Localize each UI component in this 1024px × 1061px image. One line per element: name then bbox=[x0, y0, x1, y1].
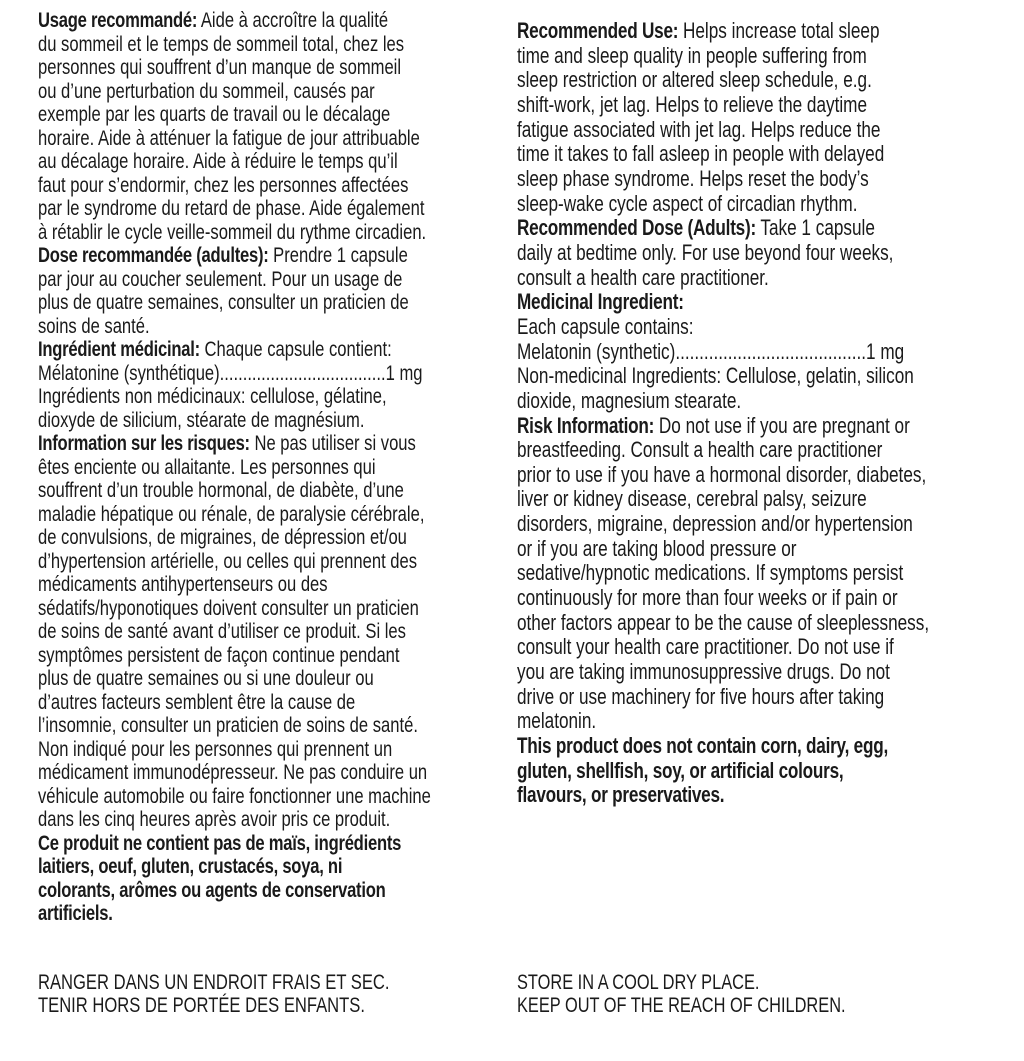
text-line bbox=[38, 291, 431, 315]
text-line bbox=[38, 620, 431, 644]
text-line bbox=[517, 315, 929, 340]
bold-heading: Ingrédient médicinal: bbox=[38, 338, 200, 361]
body-text: l’insomnie, consulter un praticien de soins de santé. bbox=[38, 714, 418, 737]
body-text: d’autres facteurs semblent être la cause de bbox=[38, 690, 356, 714]
text-line bbox=[517, 994, 846, 1017]
body-text: de soins de santé avant d’utiliser ce produit. Si les bbox=[38, 620, 406, 643]
body-text: Helps increase total sleep bbox=[678, 18, 880, 43]
body-text: Each capsule contains: bbox=[517, 313, 694, 339]
bold-heading: Risk Information: bbox=[517, 412, 655, 438]
body-text: plus de quatre semaines, consulter un praticien de bbox=[38, 291, 409, 314]
body-text: sleep phase syndrome. Helps reset the body’s bbox=[517, 165, 869, 191]
body-text: Chaque capsule contient: bbox=[199, 338, 392, 361]
bold-heading: Recommended Dose (Adults): bbox=[517, 215, 756, 241]
text-line bbox=[38, 150, 431, 174]
text-line bbox=[38, 338, 431, 362]
text-line bbox=[517, 142, 929, 167]
text-line bbox=[38, 315, 431, 339]
text-line bbox=[517, 340, 929, 365]
body-text: personnes qui souffrent d’un manque de sommeil bbox=[38, 56, 402, 79]
body-text: Melatonin (synthetic)........................................1 mg bbox=[517, 338, 905, 364]
bold-heading: Medicinal Ingredient: bbox=[517, 289, 684, 315]
text-line bbox=[38, 808, 431, 832]
text-line bbox=[38, 127, 431, 151]
text-line bbox=[38, 503, 431, 527]
text-line bbox=[38, 597, 431, 621]
body-text: sedative/hypnotic medications. If symptoms persist bbox=[517, 560, 904, 586]
text-line bbox=[517, 68, 929, 93]
text-line bbox=[38, 409, 431, 433]
text-line bbox=[38, 80, 431, 104]
body-text: plus de quatre semaines ou si une douleur ou bbox=[38, 667, 374, 690]
text-line bbox=[38, 385, 431, 409]
text-line bbox=[38, 738, 431, 762]
text-line bbox=[38, 56, 431, 80]
text-line bbox=[38, 9, 431, 33]
bold-heading: artificiels. bbox=[38, 902, 113, 925]
text-line bbox=[517, 537, 929, 562]
text-line bbox=[517, 19, 929, 44]
body-text: time and sleep quality in people suffering from bbox=[517, 42, 867, 68]
text-line bbox=[517, 241, 929, 266]
text-line bbox=[517, 487, 929, 512]
body-text: sleep restriction or altered sleep schedule, e.g. bbox=[517, 67, 872, 93]
text-line bbox=[38, 879, 431, 903]
body-text: Mélatonine (synthétique)....................................1 mg bbox=[38, 361, 423, 385]
body-text: médicaments antihypertenseurs ou des bbox=[38, 573, 328, 596]
body-text: TENIR HORS DE PORTÉE DES ENFANTS. bbox=[38, 994, 365, 1017]
text-line bbox=[517, 611, 929, 636]
body-text: Ne pas utiliser si vous bbox=[249, 432, 416, 455]
text-line bbox=[38, 902, 431, 926]
body-text: Aide à accroître la qualité bbox=[197, 9, 389, 32]
body-text: time it takes to fall asleep in people with delayed bbox=[517, 141, 885, 167]
body-text: faut pour s’endormir, chez les personnes affectées bbox=[38, 173, 409, 197]
text-line bbox=[38, 971, 390, 994]
text-line bbox=[38, 362, 431, 386]
bold-heading: Recommended Use: bbox=[517, 18, 679, 43]
text-line bbox=[38, 479, 431, 503]
text-line bbox=[38, 432, 431, 456]
body-text: or if you are taking blood pressure or bbox=[517, 535, 797, 561]
body-text: symptômes persistent de façon continue pendant bbox=[38, 643, 400, 667]
text-line bbox=[38, 573, 431, 597]
text-line bbox=[517, 414, 929, 439]
bold-heading: Dose recommandée (adultes): bbox=[38, 244, 269, 267]
body-text: Non-medicinal Ingredients: Cellulose, gelatin, silicon bbox=[517, 363, 914, 389]
text-line bbox=[517, 167, 929, 192]
text-line bbox=[38, 526, 431, 550]
body-text: prior to use if you have a hormonal disorder, diabetes, bbox=[517, 461, 927, 487]
french-storage-instructions bbox=[38, 971, 390, 1017]
bold-heading: This product does not contain corn, dairy, egg, bbox=[517, 733, 888, 759]
text-line bbox=[38, 667, 431, 691]
bold-heading: flavours, or preservatives. bbox=[517, 782, 725, 808]
text-line bbox=[517, 389, 929, 414]
body-text: melatonin. bbox=[517, 708, 597, 734]
english-label-text bbox=[517, 19, 929, 808]
text-line bbox=[517, 216, 929, 241]
body-text: sleep-wake cycle aspect of circadian rhythm. bbox=[517, 190, 858, 216]
body-text: au décalage horaire. Aide à réduire le temps qu’il bbox=[38, 150, 398, 173]
body-text: véhicule automobile ou faire fonctionner une machine bbox=[38, 784, 431, 808]
text-line bbox=[517, 759, 929, 784]
body-text: drive or use machinery for five hours after taking bbox=[517, 683, 885, 709]
text-line bbox=[38, 33, 431, 57]
body-text: Ingrédients non médicinaux: cellulose, gélatine, bbox=[38, 385, 387, 408]
body-text: du sommeil et le temps de sommeil total, chez les bbox=[38, 32, 405, 56]
body-text: you are taking immunosuppressive drugs. Do not bbox=[517, 659, 890, 685]
body-text: other factors appear to be the cause of sleeplessness, bbox=[517, 609, 930, 635]
text-line bbox=[517, 783, 929, 808]
text-line bbox=[517, 93, 929, 118]
body-text: horaire. Aide à atténuer la fatigue de jour attribuable bbox=[38, 126, 420, 150]
text-line bbox=[38, 221, 431, 245]
text-line bbox=[517, 660, 929, 685]
text-line bbox=[38, 994, 390, 1017]
text-line bbox=[38, 714, 431, 738]
body-text: êtes enciente ou allaitante. Les personnes qui bbox=[38, 455, 376, 479]
body-text: breastfeeding. Consult a health care practitioner bbox=[517, 437, 883, 463]
text-line bbox=[38, 761, 431, 785]
text-line bbox=[38, 785, 431, 809]
text-line bbox=[517, 512, 929, 537]
body-text: Non indiqué pour les personnes qui prennent un bbox=[38, 737, 393, 761]
text-line bbox=[38, 103, 431, 127]
text-line bbox=[38, 550, 431, 574]
bold-heading: laitiers, oeuf, gluten, crustacés, soya, ni bbox=[38, 855, 343, 878]
body-text: liver or kidney disease, cerebral palsy, seizure bbox=[517, 486, 867, 512]
text-line bbox=[517, 118, 929, 143]
text-line bbox=[517, 290, 929, 315]
body-text: soins de santé. bbox=[38, 314, 150, 338]
body-text: dioxide, magnesium stearate. bbox=[517, 387, 742, 413]
body-text: Take 1 capsule bbox=[755, 215, 875, 241]
text-line bbox=[517, 685, 929, 710]
text-line bbox=[38, 244, 431, 268]
french-label-text bbox=[38, 9, 431, 926]
text-line bbox=[517, 438, 929, 463]
body-text: par jour au coucher seulement. Pour un usage de bbox=[38, 267, 403, 291]
body-text: dioxyde de silicium, stéarate de magnésium. bbox=[38, 408, 365, 432]
bold-heading: Usage recommandé: bbox=[38, 9, 198, 32]
body-text: médicament immunodépresseur. Ne pas conduire un bbox=[38, 761, 428, 784]
body-text: sédatifs/hyponotiques doivent consulter un praticien bbox=[38, 596, 419, 620]
text-line bbox=[517, 635, 929, 660]
body-text: Prendre 1 capsule bbox=[268, 244, 408, 267]
body-text: daily at bedtime only. For use beyond four weeks, bbox=[517, 239, 894, 265]
body-text: shift-work, jet lag. Helps to relieve the daytime bbox=[517, 91, 868, 117]
body-text: ou d’une perturbation du sommeil, causés par bbox=[38, 79, 375, 103]
body-text: de convulsions, de migraines, de dépression et/ou bbox=[38, 526, 407, 549]
body-text: RANGER DANS UN ENDROIT FRAIS ET SEC. bbox=[38, 971, 390, 994]
text-line bbox=[38, 832, 431, 856]
body-text: Do not use if you are pregnant or bbox=[654, 412, 910, 438]
text-line bbox=[517, 709, 929, 734]
body-text: exemple par les quarts de travail ou le décalage bbox=[38, 103, 391, 126]
body-text: par le syndrome du retard de phase. Aide également bbox=[38, 197, 425, 220]
body-text: consult your health care practitioner. Do not use if bbox=[517, 634, 894, 660]
bold-heading: colorants, arômes ou agents de conservation bbox=[38, 878, 386, 902]
text-line bbox=[517, 586, 929, 611]
bold-heading: Ce produit ne contient pas de maïs, ingrédients bbox=[38, 831, 402, 855]
body-text: d’hypertension artérielle, ou celles qui prennent des bbox=[38, 549, 418, 573]
bold-heading: gluten, shellfish, soy, or artificial colours, bbox=[517, 757, 844, 783]
text-line bbox=[517, 364, 929, 389]
bold-heading: Information sur les risques: bbox=[38, 432, 250, 455]
text-line bbox=[38, 855, 431, 879]
body-text: STORE IN A COOL DRY PLACE. bbox=[517, 971, 760, 994]
body-text: souffrent d’un trouble hormonal, de diabète, d’une bbox=[38, 479, 404, 502]
text-line bbox=[38, 691, 431, 715]
text-line bbox=[517, 463, 929, 488]
body-text: à rétablir le cycle veille-sommeil du rythme circadien. bbox=[38, 220, 427, 244]
text-line bbox=[38, 644, 431, 668]
text-line bbox=[517, 44, 929, 69]
text-line bbox=[517, 266, 929, 291]
text-line bbox=[38, 268, 431, 292]
body-text: continuously for more than four weeks or if pain or bbox=[517, 585, 898, 611]
text-line bbox=[38, 174, 431, 198]
text-line bbox=[517, 971, 846, 994]
body-text: fatigue associated with jet lag. Helps reduce the bbox=[517, 116, 881, 142]
body-text: disorders, migraine, depression and/or hypertension bbox=[517, 511, 913, 537]
text-line bbox=[38, 197, 431, 221]
body-text: maladie hépatique ou rénale, de paralysie cérébrale, bbox=[38, 502, 425, 526]
english-storage-instructions bbox=[517, 971, 846, 1017]
body-text: dans les cinq heures après avoir pris ce produit. bbox=[38, 808, 391, 831]
body-text: consult a health care practitioner. bbox=[517, 264, 769, 290]
text-line bbox=[517, 561, 929, 586]
text-line bbox=[517, 734, 929, 759]
body-text: KEEP OUT OF THE REACH OF CHILDREN. bbox=[517, 994, 846, 1017]
text-line bbox=[517, 192, 929, 217]
text-line bbox=[38, 456, 431, 480]
